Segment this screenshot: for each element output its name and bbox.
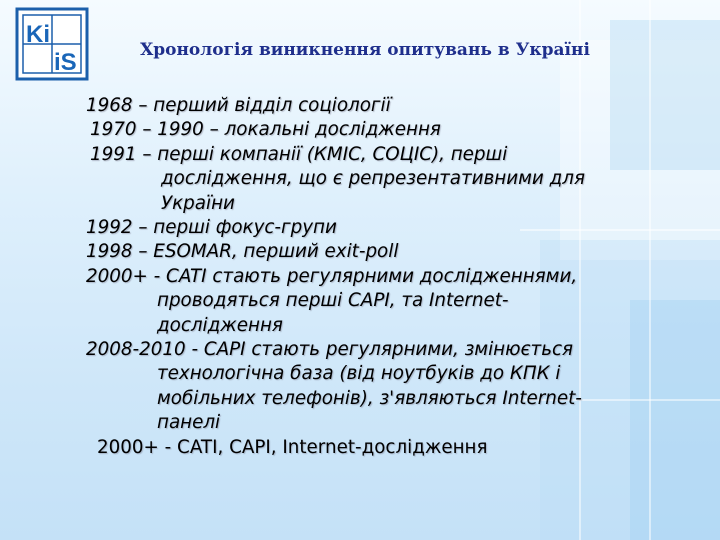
entry-text: 2000+ - CATI стають регулярними дослідженнями,	[86, 265, 578, 287]
entry-text: 2000+ - CATI, CAPI, Internet-дослідження	[97, 436, 488, 458]
slide-title: Хронологія виникнення опитувань в Україні	[140, 40, 590, 60]
timeline-entry	[86, 94, 686, 118]
entry-text: 1991 – перші компанії (КМІС, СОЦІС), перші	[90, 143, 508, 165]
entry-text-continued: дослідження	[157, 314, 283, 336]
timeline-entry	[86, 436, 686, 460]
timeline-entry	[86, 240, 686, 264]
entry-text: 1998 – ESOMAR, перший exit-poll	[86, 241, 399, 263]
entry-text-continued: технологічна база (від ноутбуків до КПК і	[157, 363, 561, 385]
svg-text:iS: iS	[54, 49, 77, 76]
timeline-entry	[86, 118, 686, 142]
entry-text: 1968 – перший відділ соціології	[86, 95, 391, 116]
timeline-entry	[86, 143, 686, 216]
timeline-entry	[86, 265, 686, 338]
entry-text: 2008-2010 - CAPI стають регулярними, змінюється	[86, 339, 574, 361]
timeline-entry	[86, 338, 686, 436]
timeline-entry	[86, 216, 686, 240]
entry-text: 1970 – 1990 – локальні дослідження	[90, 119, 441, 141]
entry-text-continued: панелі	[157, 412, 221, 434]
svg-text:Ki: Ki	[26, 21, 50, 48]
entry-text-continued: України	[161, 192, 235, 214]
entry-text-continued: проводяться перші CAPI, та Internet-	[157, 290, 509, 312]
entry-text-continued: дослідження, що є репрезентативними для	[161, 168, 585, 190]
entry-text: 1992 – перші фокус-групи	[86, 217, 337, 239]
timeline-list	[86, 94, 686, 460]
entry-text-continued: мобільних телефонів), з'являються Internet-	[157, 387, 582, 409]
